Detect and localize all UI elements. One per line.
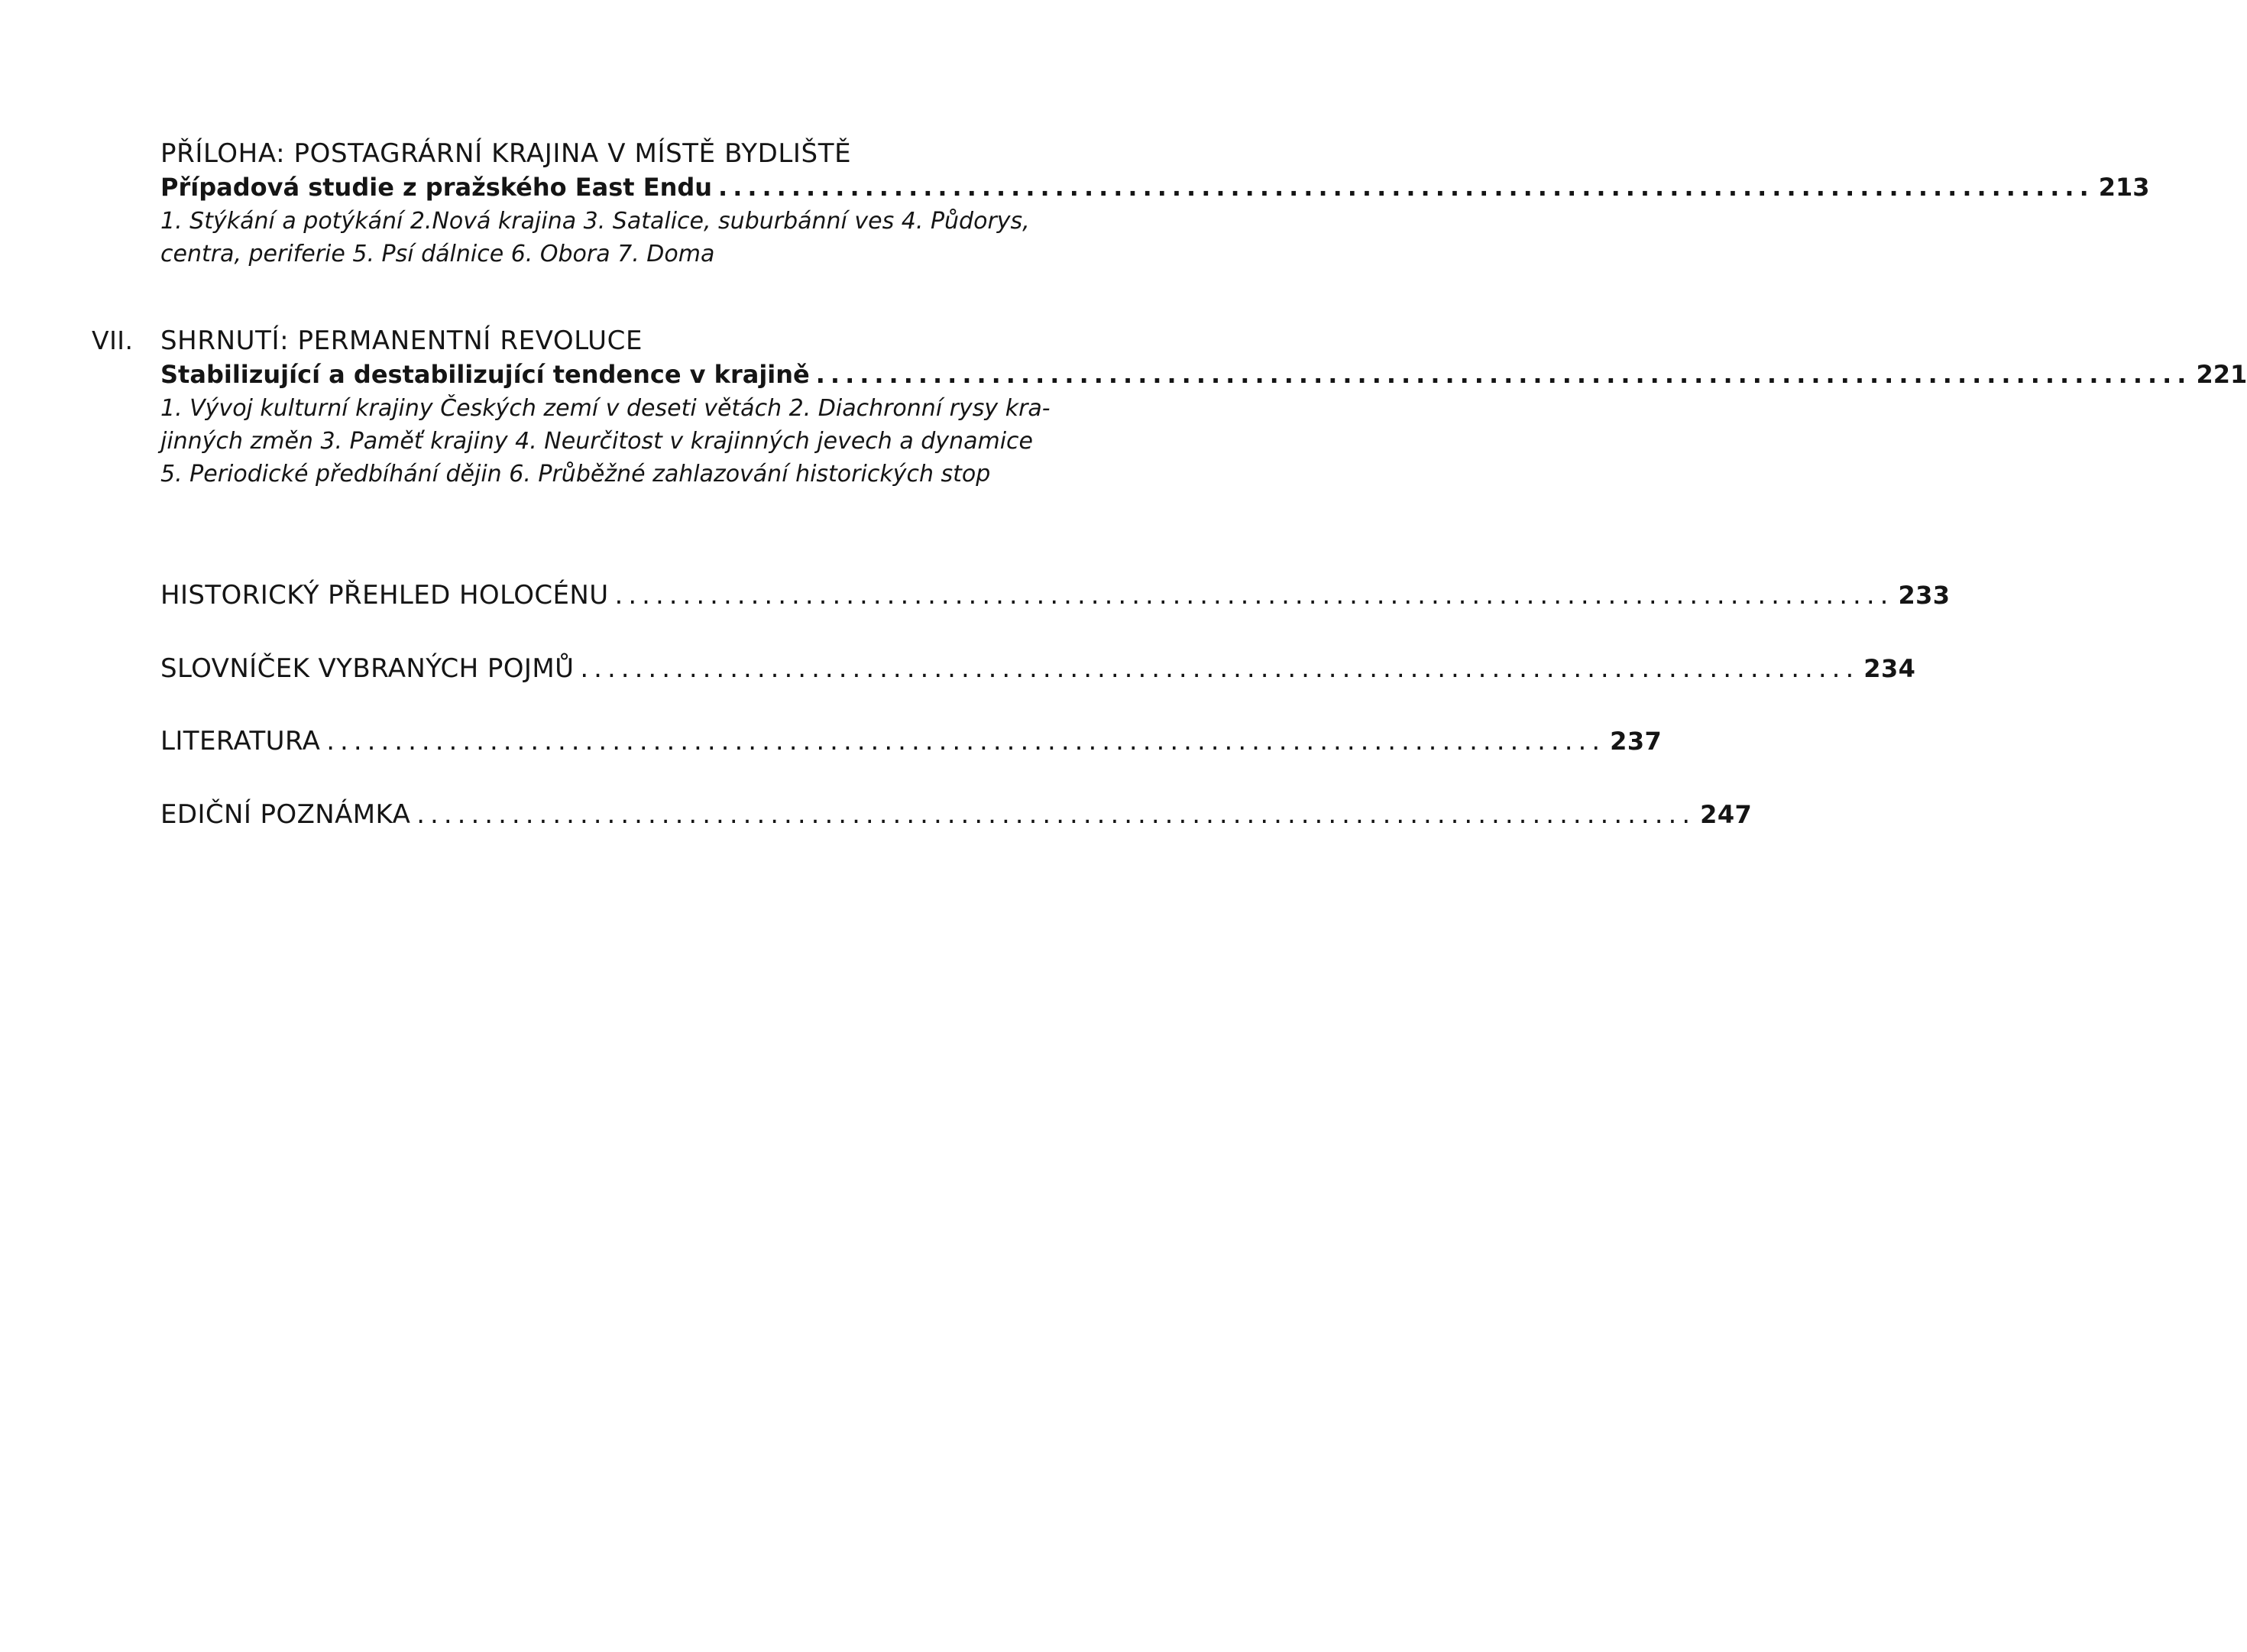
- entry-subtitle: Případová studie z pražského East Endu: [160, 173, 713, 202]
- chapter-number: VII.: [92, 326, 134, 355]
- page-number: 237: [1610, 727, 1663, 756]
- dot-leader: ..............................................................................................: [416, 799, 1696, 830]
- chapter-title: SHRNUTÍ: PERMANENTNÍ REVOLUCE: [160, 326, 643, 356]
- toc-entry-glossary[interactable]: [160, 651, 1916, 686]
- entry-title: LITERATURA: [160, 726, 321, 756]
- section-title: PŘÍLOHA: POSTAGRÁRNÍ KRAJINA V MÍSTĚ BYDLIŠTĚ: [160, 138, 852, 169]
- dot-leader: ..............................................................................................: [326, 726, 1606, 756]
- dot-leader: ..............................................................................................: [580, 653, 1860, 684]
- entry-title: SLOVNÍČEK VYBRANÝCH POJMŮ: [160, 653, 575, 684]
- page-number: 233: [1898, 581, 1951, 610]
- toc-entry-holocene[interactable]: [160, 578, 1951, 613]
- dot-leader: ..............................................................................................: [815, 360, 2192, 389]
- toc-entry-editorial-note[interactable]: [160, 797, 1753, 832]
- toc-entry-literature[interactable]: [160, 724, 1663, 759]
- page-number: 221: [2196, 360, 2247, 389]
- entry-title: EDIČNÍ POZNÁMKA: [160, 799, 411, 830]
- page-number: 213: [2098, 173, 2150, 202]
- toc-section-chapter-7: [92, 323, 2247, 491]
- chapter-contents: [160, 392, 1051, 491]
- entry-subtitle: Stabilizující a destabilizující tendence v krajině: [160, 360, 810, 389]
- section-contents: [160, 205, 1030, 270]
- toc-section-appendix: [160, 136, 2150, 270]
- toc-back-matter: [160, 578, 1951, 832]
- page-number: 234: [1863, 654, 1916, 683]
- contents-line: 5. Periodické předbíhání dějin 6. Průběžné zahlazování historických stop: [160, 461, 991, 488]
- toc-entry-appendix[interactable]: [160, 171, 2150, 203]
- contents-line: 1. Vývoj kulturní krajiny Českých zemí v deseti větách 2. Diachronní rysy kra-: [160, 395, 1051, 422]
- dot-leader: ..............................................................................................: [718, 173, 2094, 202]
- page-number: 247: [1700, 800, 1753, 829]
- dot-leader: ..............................................................................................: [614, 580, 1894, 611]
- contents-line: jinných změn 3. Paměť krajiny 4. Neurčitost v krajinných jevech a dynamice: [160, 428, 1033, 455]
- contents-line: 1. Stýkání a potýkání 2.Nová krajina 3. Satalice, suburbánní ves 4. Půdorys,: [160, 208, 1030, 235]
- toc-entry-chapter-7[interactable]: [160, 358, 2247, 390]
- contents-line: centra, periferie 5. Psí dálnice 6. Obora 7. Doma: [160, 241, 715, 267]
- entry-title: HISTORICKÝ PŘEHLED HOLOCÉNU: [160, 580, 609, 611]
